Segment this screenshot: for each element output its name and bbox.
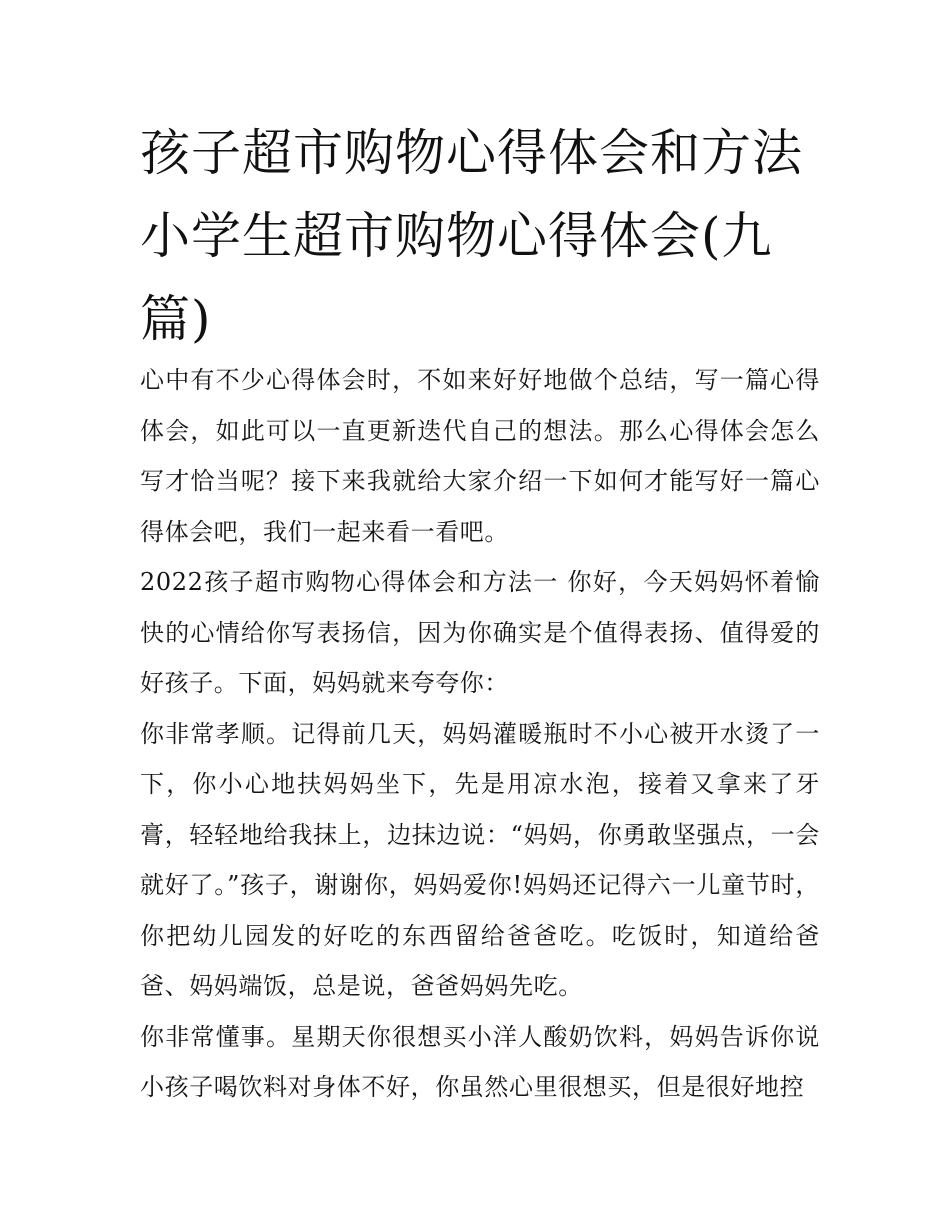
paragraph-2: 你非常孝顺。记得前几天，妈妈灌暖瓶时不小心被开水烫了一下，你小心地扶妈妈坐下，先是用凉水泡，接着又拿来了牙膏，轻轻地给我抹上，边抹边说：“妈妈，你勇敢坚强点，一会就好了。”孩子，谢谢你，妈妈爱你!妈妈还记得六一儿童节时，你把幼儿园发的好吃的东西留给爸爸吃。吃饭时，知道给爸爸、妈妈端饭，总是说，爸爸妈妈先吃。 (140, 719, 820, 1000)
paragraph-intro: 心中有不少心得体会时，不如来好好地做个总结，写一篇心得体会，如此可以一直更新迭代自己的想法。那么心得体会怎么写才恰当呢？接下来我就给大家介绍一下如何才能写好一篇心得体会吧，我们一起来看一看吧。 (140, 366, 820, 546)
paragraph-1: 2022孩子超市购物心得体会和方法一 你好，今天妈妈怀着愉快的心情给你写表扬信，因为你确实是个值得表扬、值得爱的好孩子。下面，妈妈就来夸夸你： (140, 568, 820, 697)
document-body (140, 355, 820, 1113)
document-title: 孩子超市购物心得体会和方法小学生超市购物心得体会(九篇) (140, 124, 803, 348)
paragraph-3: 你非常懂事。星期天你很想买小洋人酸奶饮料，妈妈告诉你说小孩子喝饮料对身体不好，你虽然心里很想买，但是很好地控 (140, 1022, 820, 1101)
